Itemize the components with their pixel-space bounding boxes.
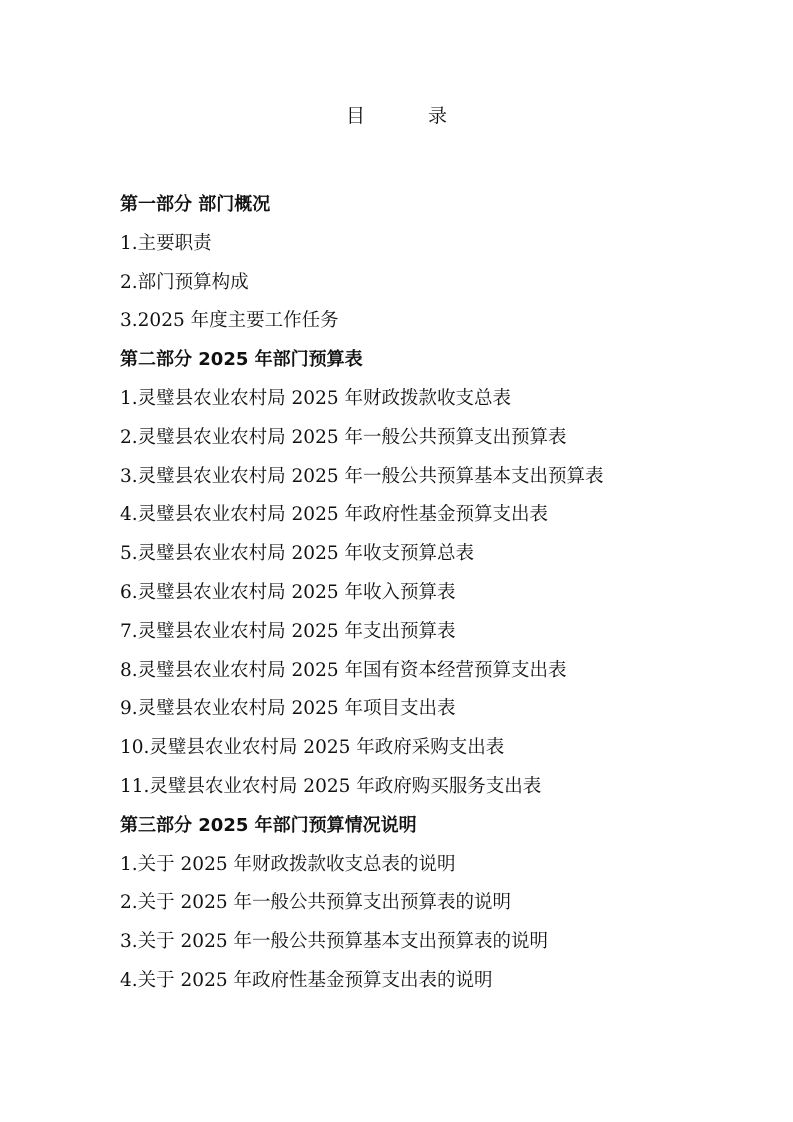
toc-item[interactable]: 11.灵璧县农业农村局 2025 年政府购买服务支出表 (120, 775, 542, 797)
toc-item[interactable]: 4.关于 2025 年政府性基金预算支出表的说明 (120, 969, 493, 991)
toc-item[interactable]: 2.部门预算构成 (120, 271, 249, 293)
toc-item[interactable]: 10.灵璧县农业农村局 2025 年政府采购支出表 (120, 737, 505, 759)
toc-item[interactable]: 6.灵璧县农业农村局 2025 年收入预算表 (120, 581, 456, 603)
toc-item[interactable]: 2.关于 2025 年一般公共预算支出预算表的说明 (120, 892, 511, 914)
page-title: 目 录 (345, 105, 469, 127)
toc-item[interactable]: 8.灵璧县农业农村局 2025 年国有资本经营预算支出表 (120, 659, 567, 681)
toc-item[interactable]: 4.灵璧县农业农村局 2025 年政府性基金预算支出表 (120, 504, 548, 526)
table-of-contents (120, 186, 760, 1001)
section-heading-1[interactable]: 第一部分 部门概况 (120, 194, 271, 215)
toc-item[interactable]: 3.2025 年度主要工作任务 (120, 310, 339, 332)
toc-item[interactable]: 1.灵璧县农业农村局 2025 年财政拨款收支总表 (120, 387, 511, 409)
toc-item[interactable]: 7.灵璧县农业农村局 2025 年支出预算表 (120, 620, 456, 642)
section-heading-2[interactable]: 第二部分 2025 年部门预算表 (120, 349, 363, 371)
toc-item[interactable]: 3.灵璧县农业农村局 2025 年一般公共预算基本支出预算表 (120, 465, 604, 487)
section-heading-3[interactable]: 第三部分 2025 年部门预算情况说明 (120, 814, 417, 836)
toc-item[interactable]: 1.主要职责 (120, 232, 212, 254)
toc-item[interactable]: 5.灵璧县农业农村局 2025 年收支预算总表 (120, 543, 474, 565)
toc-item[interactable]: 2.灵璧县农业农村局 2025 年一般公共预算支出预算表 (120, 426, 567, 448)
toc-item[interactable]: 3.关于 2025 年一般公共预算基本支出预算表的说明 (120, 931, 548, 953)
toc-item[interactable]: 9.灵璧县农业农村局 2025 年项目支出表 (120, 698, 456, 720)
toc-item[interactable]: 1.关于 2025 年财政拨款收支总表的说明 (120, 853, 456, 875)
